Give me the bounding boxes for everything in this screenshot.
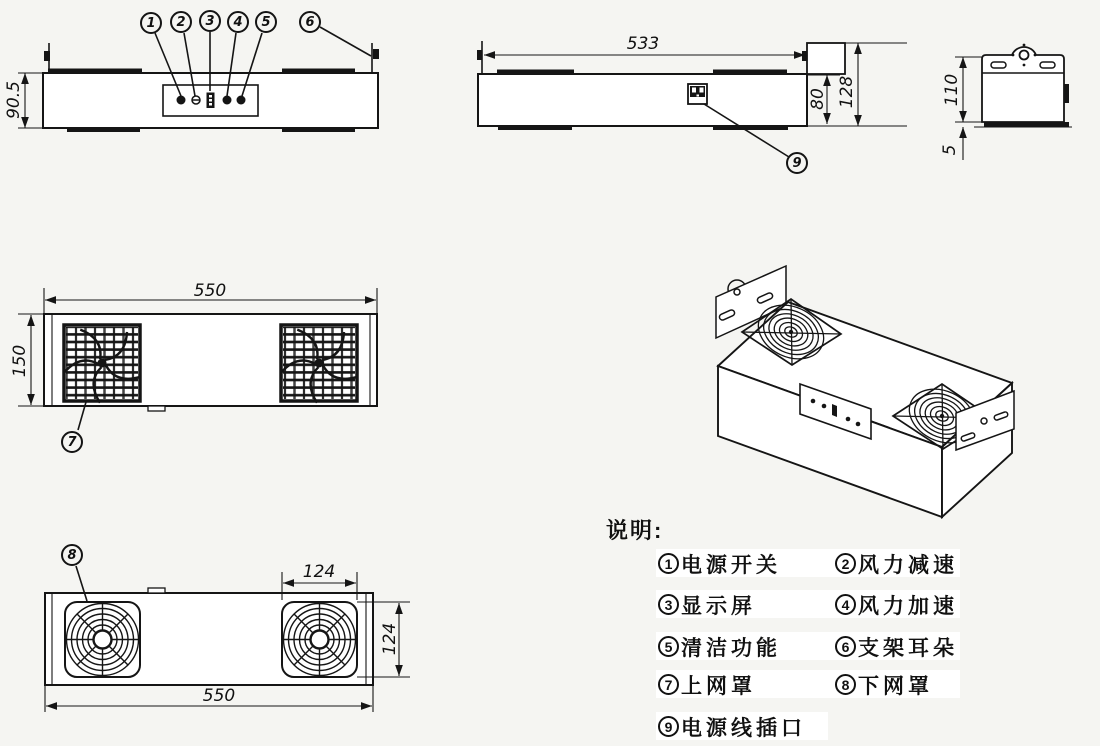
callout-4: 4 bbox=[227, 11, 249, 33]
legend-item-number: 5 bbox=[658, 636, 679, 657]
legend-item-label: 支架耳朵 bbox=[858, 636, 958, 660]
power-socket bbox=[688, 84, 707, 104]
legend-item-label: 显示屏 bbox=[681, 594, 756, 618]
legend-item-2 bbox=[835, 550, 958, 577]
dim-top-depth: 150 bbox=[10, 344, 30, 378]
callout-1: 1 bbox=[140, 12, 162, 34]
legend-item-label: 清洁功能 bbox=[681, 636, 781, 660]
legend-item-number: 8 bbox=[835, 674, 856, 695]
clean-button bbox=[237, 96, 246, 105]
legend-item-number: 9 bbox=[658, 716, 679, 737]
callout-8: 8 bbox=[61, 544, 83, 566]
speed-up-button bbox=[223, 96, 232, 105]
dim-fan-width: 124 bbox=[302, 562, 336, 582]
legend-item-9 bbox=[658, 713, 806, 740]
legend-item-8 bbox=[835, 671, 933, 698]
power-button bbox=[177, 96, 186, 105]
callout-5: 5 bbox=[255, 11, 277, 33]
legend-item-label: 上网罩 bbox=[681, 674, 756, 698]
dim-front-height: 90.5 bbox=[4, 81, 24, 119]
legend-item-number: 7 bbox=[658, 674, 679, 695]
dim-body-height: 80 bbox=[808, 88, 828, 110]
legend-heading: 说明: bbox=[606, 518, 664, 543]
legend-item-number: 2 bbox=[835, 553, 856, 574]
bracket-ear-plate bbox=[807, 43, 845, 74]
dim-fan-height: 124 bbox=[380, 622, 400, 656]
callout-9: 9 bbox=[786, 152, 808, 174]
dim-total-height: 128 bbox=[837, 75, 857, 109]
bracket-ear-side bbox=[982, 47, 1064, 122]
legend-item-label: 电源线插口 bbox=[681, 716, 806, 740]
callout-2: 2 bbox=[170, 11, 192, 33]
legend-item-number: 4 bbox=[835, 594, 856, 615]
dim-bottom-lip: 5 bbox=[940, 144, 960, 156]
top-view bbox=[18, 288, 377, 430]
legend-item-6 bbox=[835, 633, 958, 660]
legend-item-label: 风力加速 bbox=[858, 594, 958, 618]
dim-side-height: 110 bbox=[942, 73, 962, 107]
legend-item-4 bbox=[835, 591, 958, 618]
legend-item-5 bbox=[658, 633, 781, 660]
dim-top-width: 550 bbox=[193, 281, 227, 301]
front-view bbox=[18, 27, 379, 132]
callout-6: 6 bbox=[299, 11, 321, 33]
dim-back-width: 533 bbox=[626, 34, 660, 54]
legend-item-3 bbox=[658, 591, 756, 618]
legend-item-label: 下网罩 bbox=[858, 674, 933, 698]
side-view bbox=[955, 44, 1072, 160]
legend-item-label: 风力减速 bbox=[858, 553, 958, 577]
legend-item-label: 电源开关 bbox=[681, 553, 781, 577]
dim-bottom-width: 550 bbox=[202, 686, 236, 706]
isometric-view bbox=[716, 266, 1014, 517]
callout-3: 3 bbox=[199, 10, 221, 32]
legend-item-number: 6 bbox=[835, 636, 856, 657]
callout-7: 7 bbox=[61, 431, 83, 453]
fan-grille-right bbox=[281, 325, 357, 403]
legend-item-7 bbox=[658, 671, 756, 698]
legend-item-number: 3 bbox=[658, 594, 679, 615]
legend-item-1 bbox=[658, 550, 781, 577]
fan-grille-left bbox=[64, 325, 140, 403]
legend-item-number: 1 bbox=[658, 553, 679, 574]
